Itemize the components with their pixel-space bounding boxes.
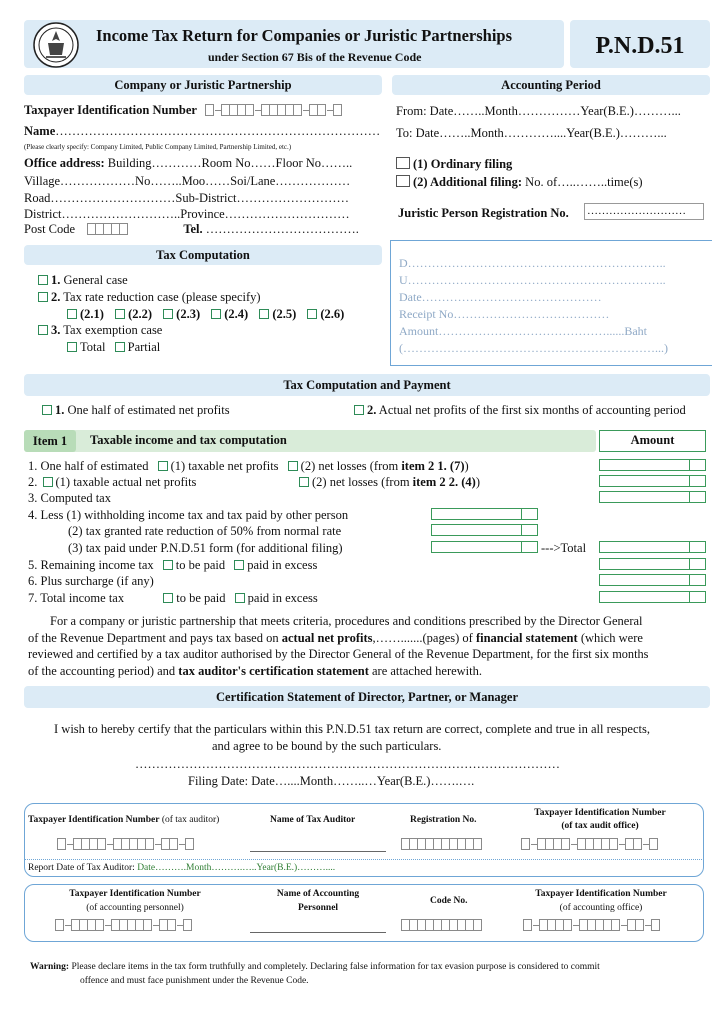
personnel-name-input[interactable] xyxy=(250,932,386,933)
general-case-number: 1. xyxy=(51,273,61,287)
ordinary-filing-row[interactable] xyxy=(396,157,512,172)
item1-line1 xyxy=(28,459,469,474)
payment-option-actual-label: Actual net profits of the first six months of accounting period xyxy=(376,403,686,417)
village-row[interactable]: Village………………No……..Moo……Soi/Lane……………… xyxy=(24,174,351,188)
office-use-u: U……………………………………………………….. xyxy=(399,273,666,287)
company-tin-label: Taxpayer Identification Number xyxy=(24,103,197,117)
ordinary-filing-checkbox[interactable] xyxy=(396,157,410,169)
item1-line2-losses xyxy=(299,475,480,490)
amount-line5[interactable] xyxy=(599,558,690,570)
cert-line1: I wish to hereby certify that the particulars within this P.N.D.51 tax return are correct, complete and true in all respects, xyxy=(54,722,650,736)
paragraph-line4-b: tax auditor's certification statement xyxy=(178,663,369,678)
line2-losses-ref: item 2 2. (4) xyxy=(412,475,476,489)
personnel-name-header-b: Personnel xyxy=(297,903,339,913)
signature-line[interactable]: ………………………………………………………………………………………… xyxy=(135,757,560,771)
auditor-tin-header xyxy=(28,815,219,825)
item1-tag: Item 1 xyxy=(24,430,76,452)
auditor-name-header: Name of Tax Auditor xyxy=(270,815,356,825)
rate-reduction-suboptions xyxy=(67,307,344,322)
report-date-label: Report Date of Tax Auditor: xyxy=(28,863,138,873)
code-no-input[interactable] xyxy=(402,919,482,931)
amount-line5-cents[interactable] xyxy=(689,558,706,570)
line2-losses-checkbox[interactable] xyxy=(299,477,309,487)
amount-line4-1[interactable] xyxy=(431,508,522,520)
district-row[interactable]: District………………………..Province………………………… xyxy=(24,207,350,221)
suboption-2-2-label: (2.2) xyxy=(128,307,153,321)
exemption-partial[interactable] xyxy=(115,340,161,354)
form-code: P.N.D.51 xyxy=(595,33,685,59)
item1-line2 xyxy=(28,475,196,490)
warning-label: Warning: xyxy=(30,962,70,972)
tel-label: Tel. xyxy=(183,222,203,236)
line5-paid-excess-checkbox[interactable] xyxy=(234,560,244,570)
accounting-office-tin-input[interactable] xyxy=(524,919,660,931)
accounting-office-tin-header-a: Taxpayer Identification Number xyxy=(535,889,667,899)
auditor-tin-header-bold: Taxpayer Identification Number xyxy=(28,815,160,825)
item1-line4-2: (2) tax granted rate reduction of 50% from normal rate xyxy=(68,524,342,538)
item1-line7-label: 7. Total income tax xyxy=(28,591,125,605)
tax-computation-title: Tax Computation xyxy=(24,245,382,265)
line1-losses-ref: item 2 1. (7) xyxy=(401,459,465,473)
period-from-row[interactable]: From: Date……..Month……………Year(B.E.)………... xyxy=(396,104,681,118)
paragraph-pages-field[interactable]: ,…….......(pages) of xyxy=(372,630,476,645)
suboption-2-1[interactable] xyxy=(67,307,104,321)
report-date-row xyxy=(28,863,335,873)
actual-profit-paragraph xyxy=(28,613,712,679)
item1-line5-label: 5. Remaining income tax xyxy=(28,558,154,572)
audit-office-tin-input[interactable] xyxy=(522,838,658,850)
auditor-tin-header-note: (of tax auditor) xyxy=(159,815,220,825)
revenue-seal-icon xyxy=(32,21,80,69)
audit-office-tin-header-a: Taxpayer Identification Number xyxy=(534,808,666,818)
amount-line4-2-cents[interactable] xyxy=(521,524,538,536)
paragraph-line1: For a company or juristic partnership that meets criteria, procedures and conditions prescribed by the Director General xyxy=(50,614,643,628)
auditor-divider xyxy=(24,859,704,860)
code-no-header: Code No. xyxy=(430,896,468,906)
personnel-name-header-a: Name of Accounting xyxy=(276,889,360,899)
rate-reduction-checkbox[interactable] xyxy=(38,292,48,302)
amount-line4-total[interactable] xyxy=(599,541,690,553)
amount-line7[interactable] xyxy=(599,591,690,603)
report-date-field[interactable]: Date……….Month……….…..Year(B.E.)……….... xyxy=(137,863,336,873)
line2-taxable-label: (1) taxable actual net profits xyxy=(55,475,197,489)
amount-line6[interactable] xyxy=(599,574,690,586)
road-row[interactable]: Road…………………………Sub-District……………………… xyxy=(24,191,349,205)
item1-line1-label: 1. One half of estimated xyxy=(28,459,149,473)
auditor-reg-input[interactable] xyxy=(402,838,482,850)
filing-date[interactable]: Filing Date: Date…....Month……..…Year(B.E.)…….…. xyxy=(188,774,475,788)
office-use-date: Date……………………………………… xyxy=(399,290,602,304)
auditor-reg-header: Registration No. xyxy=(410,815,477,825)
suboption-2-6-label: (2.6) xyxy=(320,307,345,321)
accounting-office-tin-header xyxy=(520,887,682,915)
period-to-row[interactable]: To: Date……..Month…………....Year(B.E.)………... xyxy=(396,126,667,140)
company-name-field[interactable]: …………………………………………………………………… xyxy=(55,124,381,138)
personnel-name-header xyxy=(250,887,386,915)
office-use-paren: (………………………………………………………...) xyxy=(399,341,668,355)
paragraph-line2-b: actual net profits xyxy=(281,630,373,645)
form-title: Income Tax Return for Companies or Juristic Partnerships xyxy=(96,26,513,45)
line1-taxable-checkbox[interactable] xyxy=(158,461,168,471)
paragraph-line4-a: of the accounting period) and xyxy=(28,663,179,678)
amount-line1-cents[interactable] xyxy=(689,459,706,471)
suboption-2-2-checkbox[interactable] xyxy=(115,309,125,319)
personnel-tin-header xyxy=(40,887,230,915)
tax-exemption-checkbox[interactable] xyxy=(38,325,48,335)
line5-paid-excess-label: paid in excess xyxy=(247,558,318,572)
rate-reduction-number: 2. xyxy=(51,290,61,304)
amount-line4-1-cents[interactable] xyxy=(521,508,538,520)
payment-option-half-number: 1. xyxy=(55,403,65,417)
amount-line4-3-cents[interactable] xyxy=(521,541,538,553)
line5-to-be-paid-label: to be paid xyxy=(175,558,226,572)
office-address-row[interactable] xyxy=(24,156,352,171)
line5-to-be-paid-checkbox[interactable] xyxy=(163,560,173,570)
payment-option-half-checkbox[interactable] xyxy=(42,405,52,415)
office-use-d: D……………………………………………………….. xyxy=(399,256,666,270)
company-tin-row xyxy=(24,103,342,118)
suboption-2-2[interactable] xyxy=(115,307,152,321)
item1-line2-number: 2. xyxy=(28,475,38,489)
line1-losses-checkbox[interactable] xyxy=(288,461,298,471)
juristic-reg-row xyxy=(398,206,569,221)
general-case-option[interactable] xyxy=(38,273,128,288)
paragraph-line3: reviewed and certified by a tax auditor authorised by the Director General of the Revenue Department, for the first six months xyxy=(28,647,649,661)
item1-line3: 3. Computed tax xyxy=(28,491,111,505)
additional-filing-label: (2) Additional filing: xyxy=(413,175,523,189)
office-use-amount: Amount……………………………………......Baht xyxy=(399,324,647,338)
exemption-partial-checkbox[interactable] xyxy=(115,342,125,352)
line7-paid-excess-checkbox[interactable] xyxy=(235,593,245,603)
suboption-2-3-checkbox[interactable] xyxy=(163,309,173,319)
warning-text2: offence and must face punishment under the Revenue Code. xyxy=(80,976,309,986)
amount-line7-cents[interactable] xyxy=(689,591,706,603)
exemption-partial-label: Partial xyxy=(127,340,161,354)
office-building-field[interactable]: Building…………Room No……Floor No…….. xyxy=(104,156,353,170)
tax-exemption-option[interactable] xyxy=(38,323,162,338)
item1-line4: 4. Less (1) withholding income tax and tax paid by other person xyxy=(28,508,349,522)
postcode-input[interactable] xyxy=(88,223,128,235)
tax-exemption-number: 3. xyxy=(51,323,61,337)
line2-taxable-checkbox[interactable] xyxy=(43,477,53,487)
item1-line7 xyxy=(28,591,318,606)
suboption-2-3[interactable] xyxy=(163,307,200,321)
office-use-box xyxy=(390,240,712,366)
exemption-suboptions xyxy=(67,340,160,355)
total-arrow: --->Total xyxy=(541,541,587,555)
amount-line4-3[interactable] xyxy=(431,541,522,553)
payment-option-half-label: One half of estimated net profits xyxy=(64,403,230,417)
postcode-label: Post Code xyxy=(24,222,76,236)
suboption-2-4[interactable] xyxy=(211,307,248,321)
suboption-2-5[interactable] xyxy=(259,307,296,321)
suboption-2-5-label: (2.5) xyxy=(272,307,297,321)
paragraph-line2-a: of the Revenue Department and pays tax based on xyxy=(28,630,282,645)
payment-option-actual[interactable] xyxy=(354,403,686,418)
line2-losses-close: ) xyxy=(475,475,481,489)
juristic-reg-dots: ……………………… xyxy=(587,205,686,217)
exemption-total[interactable] xyxy=(67,340,106,354)
general-case-checkbox[interactable] xyxy=(38,275,48,285)
postcode-row xyxy=(24,222,359,237)
office-use-receipt: Receipt No………………………………… xyxy=(399,307,610,321)
ordinary-filing-label: (1) Ordinary filing xyxy=(413,157,513,171)
personnel-tin-input[interactable] xyxy=(56,919,192,931)
amount-header: Amount xyxy=(599,430,706,452)
paragraph-line2-e: (which were xyxy=(577,630,643,645)
juristic-reg-input[interactable] xyxy=(584,203,704,220)
auditor-tin-input[interactable] xyxy=(58,838,194,850)
item1-line6: 6. Plus surcharge (if any) xyxy=(28,574,154,588)
exemption-total-label: Total xyxy=(80,340,106,354)
company-section-title: Company or Juristic Partnership xyxy=(24,75,382,95)
amount-line4-2[interactable] xyxy=(431,524,522,536)
paragraph-line4 xyxy=(28,663,712,680)
form-code-box xyxy=(570,20,710,68)
payment-option-actual-number: 2. xyxy=(367,403,377,417)
additional-filing-row[interactable] xyxy=(396,175,643,190)
tel-field[interactable]: ………………………………. xyxy=(202,222,359,236)
item1-line5 xyxy=(28,558,317,573)
audit-office-tin-header-b: (of tax audit office) xyxy=(561,821,639,831)
auditor-name-input[interactable] xyxy=(250,851,386,852)
general-case-label: General case xyxy=(60,273,128,287)
company-tin-input[interactable] xyxy=(206,104,342,116)
additional-filing-count[interactable]: No. of…..……..time(s) xyxy=(522,175,643,189)
suboption-2-1-checkbox[interactable] xyxy=(67,309,77,319)
line7-to-be-paid-label: to be paid xyxy=(176,591,226,605)
amount-line2[interactable] xyxy=(599,475,690,487)
line7-paid-excess-label: paid in excess xyxy=(247,591,318,605)
item1-line4-3: (3) tax paid under P.N.D.51 form (for additional filing) xyxy=(68,541,343,555)
payment-option-half[interactable] xyxy=(42,403,230,418)
suboption-2-1-label: (2.1) xyxy=(80,307,104,321)
accounting-office-tin-header-b: (of accounting office) xyxy=(559,903,643,913)
suboption-2-6-checkbox[interactable] xyxy=(307,309,317,319)
amount-line3[interactable] xyxy=(599,491,690,503)
suboption-2-5-checkbox[interactable] xyxy=(259,309,269,319)
suboption-2-6[interactable] xyxy=(307,307,344,321)
personnel-tin-header-b: (of accounting personnel) xyxy=(86,903,184,913)
suboption-2-4-label: (2.4) xyxy=(224,307,249,321)
payment-option-actual-checkbox[interactable] xyxy=(354,405,364,415)
paragraph-line4-c: are attached herewith. xyxy=(368,663,483,678)
amount-line6-cents[interactable] xyxy=(689,574,706,586)
warning-line1 xyxy=(30,960,710,974)
audit-office-tin-header xyxy=(520,807,680,833)
office-address-label: Office address: xyxy=(24,156,105,170)
tax-exemption-label: Tax exemption case xyxy=(60,323,163,337)
line1-losses-close: ) xyxy=(464,459,469,473)
cert-line2: and agree to be bound by the such particulars. xyxy=(212,739,442,753)
line1-taxable-label: (1) taxable net profits xyxy=(170,459,279,473)
certification-title: Certification Statement of Director, Partner, or Manager xyxy=(24,686,710,708)
warning-note xyxy=(30,960,710,988)
accounting-section-title: Accounting Period xyxy=(392,75,710,95)
line2-losses-label: (2) net losses (from xyxy=(312,475,413,489)
item1-title: Taxable income and tax computation xyxy=(90,433,287,447)
personnel-tin-header-a: Taxpayer Identification Number xyxy=(69,889,201,899)
suboption-2-3-label: (2.3) xyxy=(176,307,201,321)
line1-losses-label: (2) net losses (from xyxy=(300,459,402,473)
rate-reduction-label: Tax rate reduction case (please specify) xyxy=(60,290,261,304)
exemption-total-checkbox[interactable] xyxy=(67,342,77,352)
amount-line2-cents[interactable] xyxy=(689,475,706,487)
paragraph-line2 xyxy=(28,630,712,647)
paragraph-line2-d: financial statement xyxy=(475,630,578,645)
amount-line1[interactable] xyxy=(599,459,690,471)
additional-filing-checkbox[interactable] xyxy=(396,175,410,187)
company-name-label: Name xyxy=(24,124,56,138)
suboption-2-4-checkbox[interactable] xyxy=(211,309,221,319)
juristic-reg-label: Juristic Person Registration No. xyxy=(398,206,569,220)
amount-line3-cents[interactable] xyxy=(689,491,706,503)
amount-line4-total-cents[interactable] xyxy=(689,541,706,553)
warning-text1: Please declare items in the tax form truthfully and completely. Declaring false information for tax evasion purpose is considered to commit xyxy=(69,962,600,972)
line7-to-be-paid-checkbox[interactable] xyxy=(163,593,173,603)
company-name-note: (Please clearly specify: Company Limited, Public Company Limited, Partnership Limited, etc.) xyxy=(24,143,292,151)
payment-section-title: Tax Computation and Payment xyxy=(24,374,710,396)
rate-reduction-option[interactable] xyxy=(38,290,261,305)
company-name-row[interactable] xyxy=(24,124,380,139)
form-subtitle: under Section 67 Bis of the Revenue Code xyxy=(208,50,422,64)
